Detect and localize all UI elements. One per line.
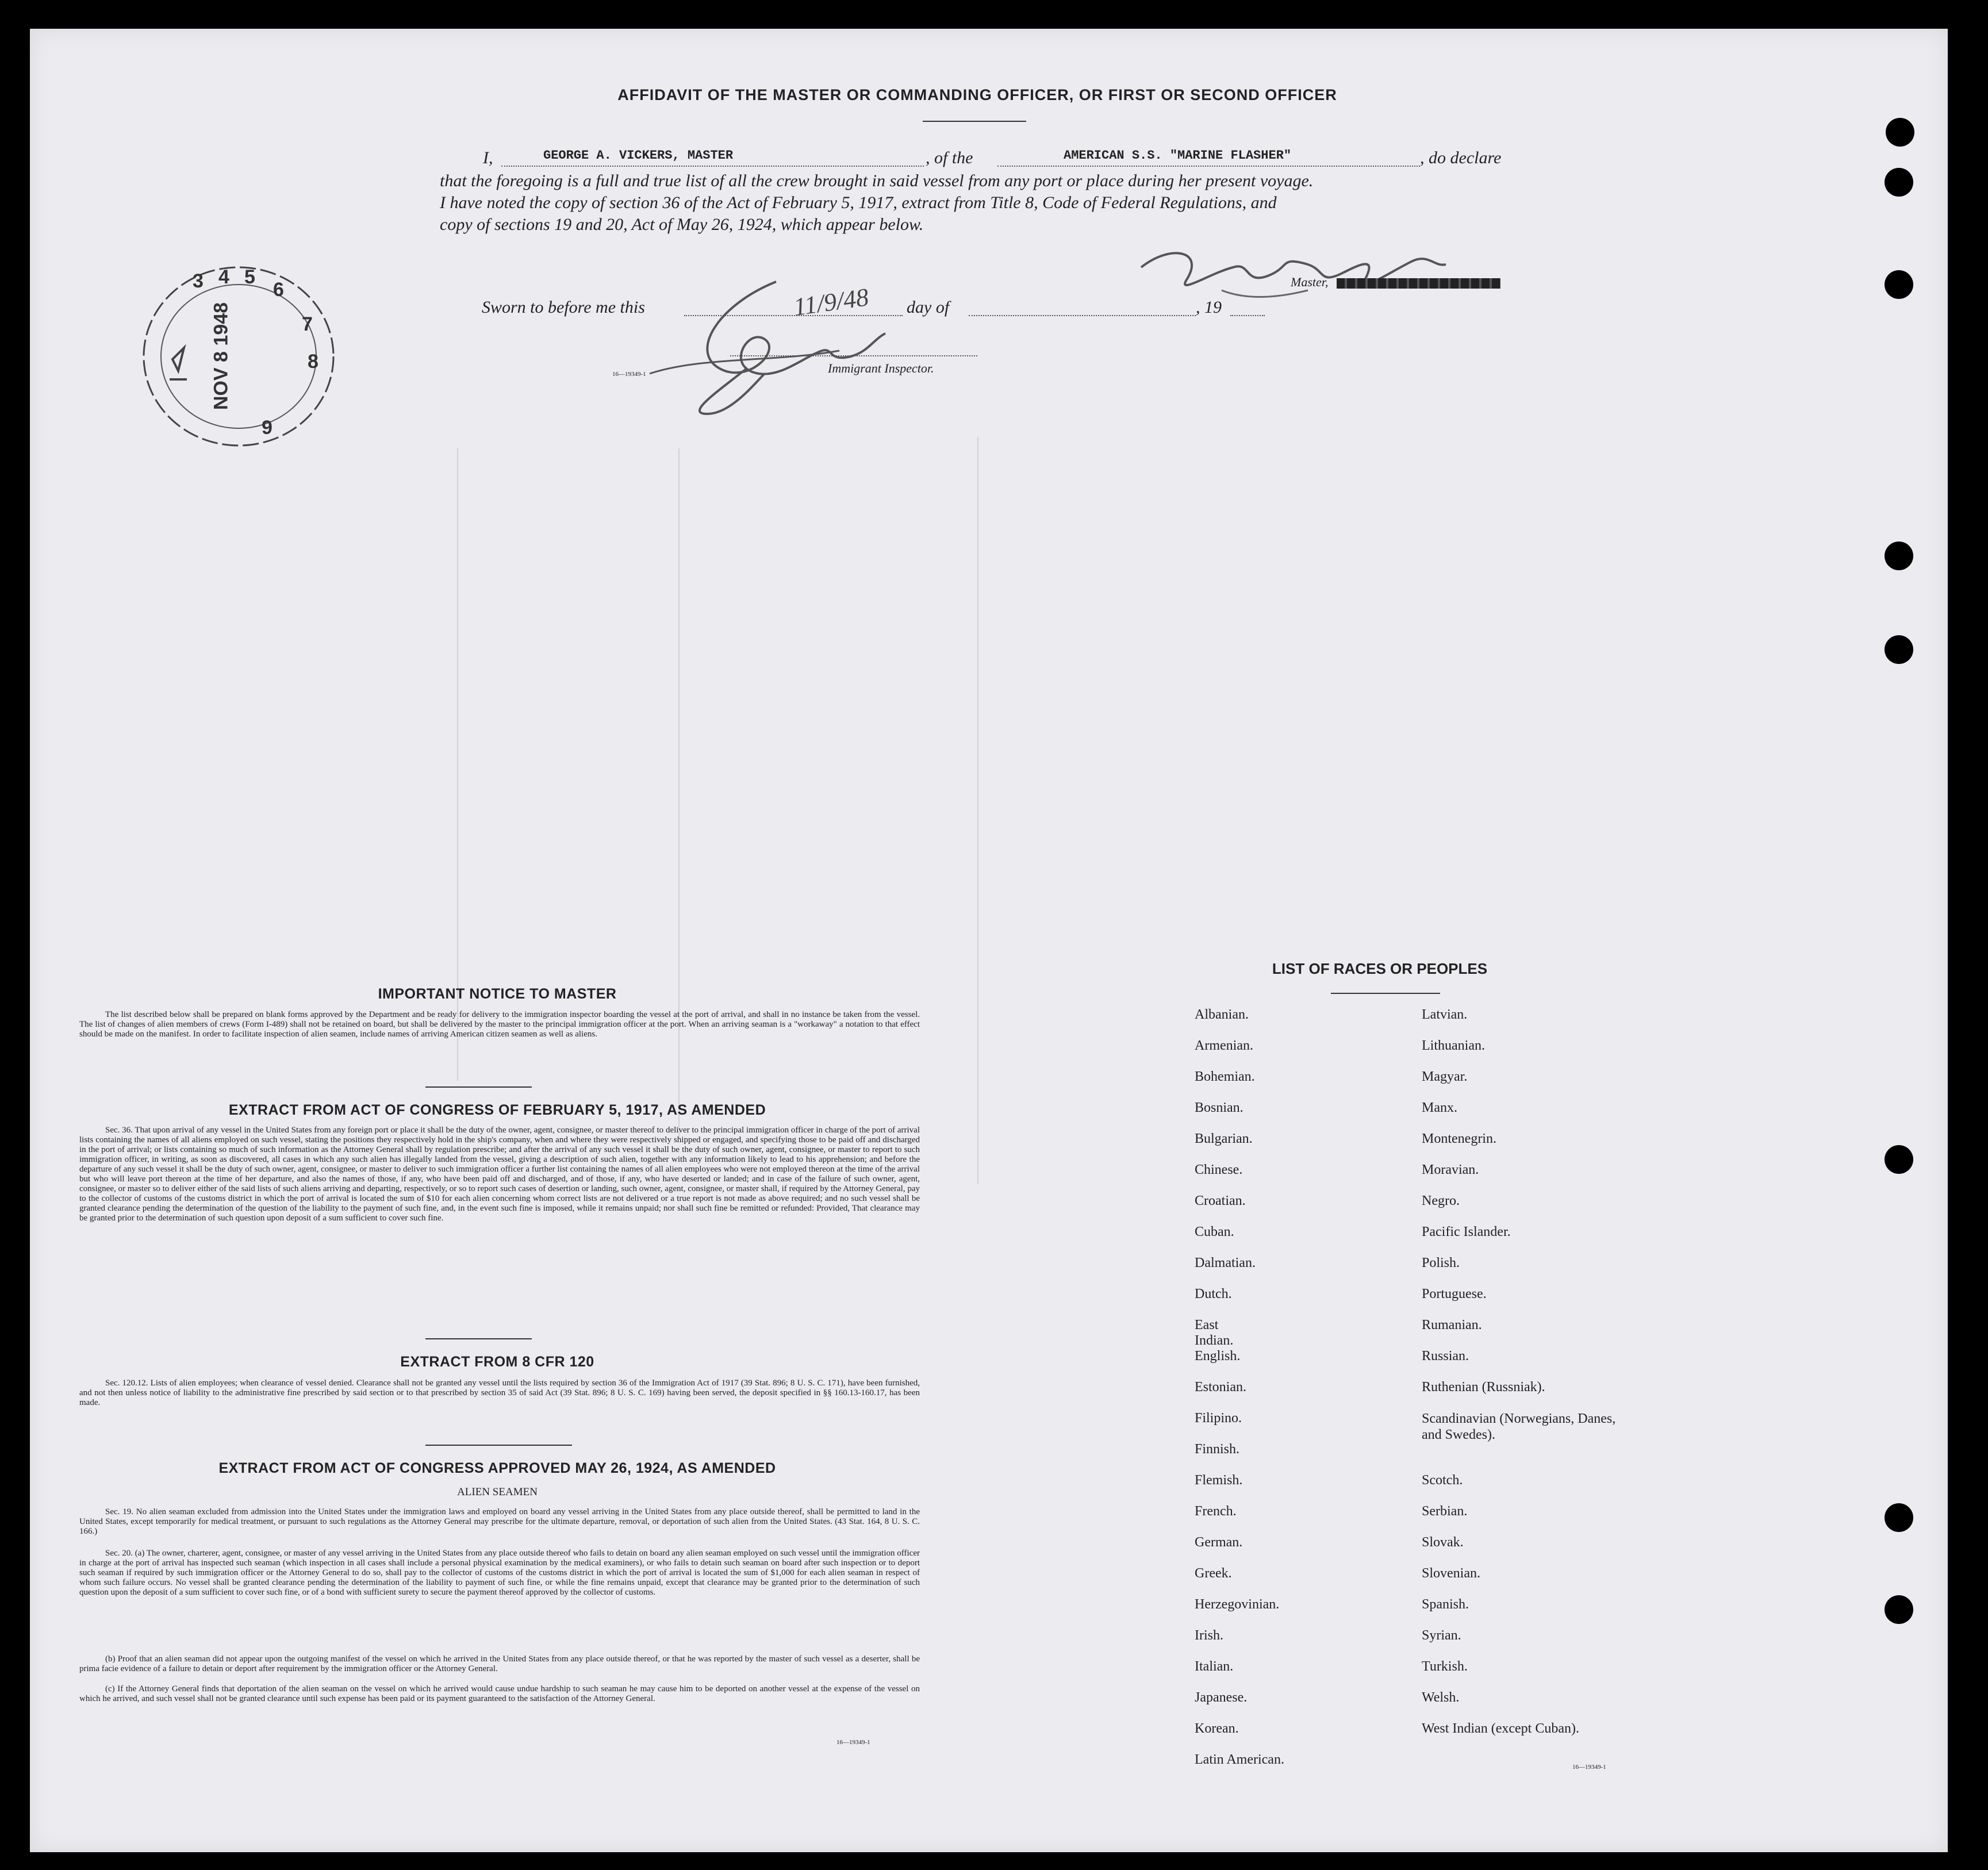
race-item: East Indian. <box>1195 1318 1234 1348</box>
extract-1924-subtitle: ALIEN SEAMEN <box>457 1486 538 1498</box>
race-item: Finnish. <box>1195 1442 1240 1457</box>
sworn-date: 11/9/48 <box>792 283 870 321</box>
race-item: Portuguese. <box>1422 1287 1487 1301</box>
redacted-title <box>1337 278 1500 289</box>
inspector-signature <box>632 270 897 420</box>
race-item: Syrian. <box>1422 1628 1461 1643</box>
affidavit-title: AFFIDAVIT OF THE MASTER OR COMMANDING OFFICER, OR FIRST OR SECOND OFFICER <box>617 86 1337 103</box>
race-item: Slovak. <box>1422 1535 1464 1550</box>
master-label: Master, <box>1291 275 1329 289</box>
race-item: Moravian. <box>1422 1162 1479 1177</box>
races-form-number: 16—19349-1 <box>1572 1764 1606 1771</box>
race-item: Japanese. <box>1195 1690 1248 1705</box>
race-item: Armenian. <box>1195 1038 1253 1053</box>
svg-text:5: 5 <box>244 266 255 288</box>
race-item: Pacific Islander. <box>1422 1224 1511 1239</box>
race-item: Chinese. <box>1195 1162 1243 1177</box>
section-divider <box>425 1445 572 1446</box>
race-item: Korean. <box>1195 1721 1239 1736</box>
extract-form-number: 16—19349-1 <box>836 1739 870 1746</box>
affidavit-body-line-1: that the foregoing is a full and true list of all the crew brought in said vessel from any port or place during her present voyage. <box>440 171 1314 190</box>
race-item: Bulgarian. <box>1195 1131 1253 1146</box>
race-item: Irish. <box>1195 1628 1223 1643</box>
race-item: Serbian. <box>1422 1504 1468 1519</box>
year-prefix-label: , 19 <box>1196 298 1222 317</box>
notice-text: The list described below shall be prepared on blank forms approved by the Department and be ready for delivery to the immigration inspector boarding the vessel at the port of arrival, and shall in no instance be taken from the vessel. The list of changes of alien members of crews (Form I-489) shall not be retained on board, but shall be delivered by the master to the principal immigration officer at the port. When an arriving seaman is a "workaway" a notation to that effect should be made on the manifest. In order to facilitate inspection of alien seamen, include names of arriving American citizen seamen as well as aliens. <box>79 1010 920 1039</box>
vessel-line <box>997 166 1420 167</box>
sworn-label: Sworn to before me this <box>482 298 645 317</box>
race-item: Magyar. <box>1422 1069 1468 1084</box>
race-item: Latvian. <box>1422 1007 1468 1022</box>
master-signature <box>1135 233 1457 308</box>
day-of-label: day of <box>907 298 950 317</box>
punch-hole <box>1885 270 1913 299</box>
extract-1917-title: EXTRACT FROM ACT OF CONGRESS OF FEBRUARY 5, 1917, AS AMENDED <box>228 1102 766 1118</box>
race-item: Italian. <box>1195 1659 1234 1674</box>
race-item: English. <box>1195 1349 1241 1364</box>
races-title: LIST OF RACES OR PEOPLES <box>1272 960 1488 977</box>
extract-1924-sec20b: (b) Proof that an alien seaman did not appear upon the outgoing manifest of the vessel on which he arrived in the United States from any place outside thereof, or that he was reported by the master of such vessel as a deserter, shall be prima facie evidence of a failure to detain or deport after requirement by the immigration officer or the Attorney General. <box>79 1654 920 1673</box>
svg-text:7: 7 <box>302 313 313 335</box>
races-divider <box>1331 993 1440 994</box>
title-divider <box>923 121 1026 122</box>
section-divider <box>425 1086 532 1088</box>
race-item: Herzegovinian. <box>1195 1597 1280 1612</box>
inspector-line <box>730 355 977 356</box>
extract-1924-sec20a: Sec. 20. (a) The owner, charterer, agent, consignee, or master of any vessel arriving in the United States from any place outside thereof who fails to detain on board any alien seaman employed on such vessel until the immigration officer in charge at the port of arrival has inspected such seaman (which inspection in all cases shall include a personal physical examination by the medical examiners), or who fails to detain such seaman on board after such inspection or to deport such seaman if required by such immigration officer or the Attorney General to do so, shall pay to the collector of customs of the customs district in which the port of arrival is located the sum of $1,000 for each alien seaman in respect of whom such failure occurs. No vessel shall be granted clearance pending the determination of the liability to payment of such fine, or while the fine remains unpaid, except that clearance may be granted prior to the determination of such question upon the deposit of a sum sufficient to cover such fine, or of a bond with sufficient surety to secure the payment thereof approved by the collector of customs. <box>79 1549 920 1597</box>
race-item: Montenegrin. <box>1422 1131 1496 1146</box>
race-item: Welsh. <box>1422 1690 1460 1705</box>
stamp-date: NOV 8 1948 <box>210 302 232 410</box>
race-item: Bohemian. <box>1195 1069 1255 1084</box>
race-item: Negro. <box>1422 1193 1460 1208</box>
race-item: Ruthenian (Russniak). <box>1422 1380 1545 1395</box>
do-declare-label: , do declare <box>1420 148 1502 167</box>
sworn-year-line <box>1230 315 1265 316</box>
svg-text:6: 6 <box>273 279 284 301</box>
punch-hole <box>1885 1595 1913 1624</box>
race-item: Bosnian. <box>1195 1100 1244 1115</box>
race-item: Croatian. <box>1195 1193 1246 1208</box>
sworn-month-line <box>969 315 1196 316</box>
punch-hole <box>1885 168 1913 197</box>
affidavit-i-label: I, <box>483 148 493 167</box>
extract-cfr-title: EXTRACT FROM 8 CFR 120 <box>400 1354 594 1370</box>
race-item: Scotch. <box>1422 1473 1463 1488</box>
extract-1924-title: EXTRACT FROM ACT OF CONGRESS APPROVED MAY 26, 1924, AS AMENDED <box>218 1460 776 1476</box>
extract-1917-text: Sec. 36. That upon arrival of any vessel in the United States from any foreign port or place it shall be the duty of the owner, agent, consignee, or master thereof to deliver to the principal immigration officer in charge of the port of arrival lists containing the names of all aliens employed on such vessel, stating the positions they respectively hold in the ship's company, when and where they were respectively shipped or engaged, and specifying those to be paid off and discharged in the port of arrival; or lists containing so much of such information as the Attorney General shall by regulation prescribe; and after the arrival of any such vessel it shall be the duty of such owner, agent, consignee, or master to report to such immigration officer, in writing, as soon as discovered, all cases in which any such alien has illegally landed from the vessel, giving a description of such alien, together with any information likely to lead to his apprehension; and before the departure of any such vessel it shall be the duty of such owner, agent, consignee, or master to deliver to such immigration officer a further list containing the names of all alien employees who were not employed thereon at the time of the arrival but who will leave port thereon at the time of her departure, and also the names of those, if any, who have been paid off and discharged, and of those, if any, who have deserted or landed; and in case of the failure of such owner, agent, consignee, or master so to deliver either of the said lists of such aliens arriving and departing, respectively, or so to report such cases of desertion or landing, such owner, agent, consignee, or master shall, if required by the Attorney General, pay to the collector of customs of the customs district in which the port of arrival is located the sum of $10 for each alien concerning whom correct lists are not delivered or a true report is not made as above required; and no such vessel shall be granted clearance pending the determination of the question of the liability to the payment of such fine, and, in the event such fine is imposed, while it remains unpaid; nor shall such fine be remitted or refunded: Provided, That clearance may be granted prior to the determination of such question upon deposit of a sum sufficient to cover such fine. <box>79 1126 920 1223</box>
race-item: French. <box>1195 1504 1237 1519</box>
punch-hole <box>1885 1503 1913 1532</box>
vessel-name: AMERICAN S.S. "MARINE FLASHER" <box>1064 148 1292 163</box>
punch-hole <box>1885 635 1913 664</box>
svg-text:4: 4 <box>218 266 229 288</box>
punch-hole <box>1885 1145 1913 1174</box>
section-divider <box>425 1338 532 1339</box>
race-item: Lithuanian. <box>1422 1038 1485 1053</box>
affidavit-form-number: 16—19349-1 <box>612 371 646 378</box>
race-item: Greek. <box>1195 1566 1232 1581</box>
race-item: Turkish. <box>1422 1659 1468 1674</box>
inspector-label: Immigrant Inspector. <box>828 361 934 375</box>
of-the-label: , of the <box>926 148 973 167</box>
extract-1924-sec20c: (c) If the Attorney General finds that deportation of the alien seaman on the vessel on which he arrived would cause undue hardship to such seaman he may cause him to be deported on another vessel at the expense of the vessel on which he arrived, and such vessel shall not be granted clearance until such expense has been paid or its payment guaranteed to the satisfaction of the Attorney General. <box>79 1684 920 1703</box>
race-item: Estonian. <box>1195 1380 1246 1395</box>
master-name: GEORGE A. VICKERS, MASTER <box>543 148 734 163</box>
affidavit-body-line-3: copy of sections 19 and 20, Act of May 26, 1924, which appear below. <box>440 215 924 234</box>
svg-text:9: 9 <box>262 417 273 439</box>
race-item: Spanish. <box>1422 1597 1469 1612</box>
race-item: Flemish. <box>1195 1473 1243 1488</box>
race-item: Dalmatian. <box>1195 1255 1256 1270</box>
race-item: Scandinavian (Norwegians, Danes, and Swedes). <box>1422 1411 1616 1442</box>
race-item: Albanian. <box>1195 1007 1249 1022</box>
race-item: Latin American. <box>1195 1752 1284 1767</box>
race-item: Russian. <box>1422 1349 1469 1364</box>
svg-text:3: 3 <box>193 270 204 292</box>
notice-title: IMPORTANT NOTICE TO MASTER <box>378 986 617 1002</box>
race-item: Slovenian. <box>1422 1566 1480 1581</box>
extract-1924-sec19: Sec. 19. No alien seaman excluded from admission into the United States under the immigration laws and employed on board any vessel arriving in the United States from any place outside thereof, shall be permitted to land in the United States, except temporarily for medical treatment, or pursuant to such regulations as the Attorney General may prescribe for the ultimate departure, removal, or deportation of such alien from the United States. (43 Stat. 164, 8 U. S. C. 166.) <box>79 1507 920 1536</box>
race-item: Polish. <box>1422 1255 1460 1270</box>
punch-hole <box>1886 118 1914 147</box>
race-item: German. <box>1195 1535 1243 1550</box>
fold-line <box>977 437 978 1184</box>
race-item: Manx. <box>1422 1100 1457 1115</box>
name-line <box>501 166 924 167</box>
affidavit-body-line-2: I have noted the copy of section 36 of the Act of February 5, 1917, extract from Title 8, Code of Federal Regulations, and <box>440 193 1277 212</box>
svg-text:8: 8 <box>308 351 318 373</box>
race-item: Filipino. <box>1195 1411 1242 1426</box>
race-item: Dutch. <box>1195 1287 1232 1301</box>
punch-hole <box>1885 542 1913 570</box>
race-item: Cuban. <box>1195 1224 1234 1239</box>
extract-cfr-text: Sec. 120.12. Lists of alien employees; when clearance of vessel denied. Clearance shall not be granted any vessel until the lists required by section 36 of the Immigration Act of 1917 (39 Stat. 896; 8 U. S. C. 171), have been furnished, and not then unless notice of liability to the administrative fine prescribed by said section or to that prescribed by section 35 of said Act (39 Stat. 896; 8 U. S. C. 169) having been served, the deposit specified in §§ 160.13-160.17, has been made. <box>79 1378 920 1407</box>
race-item: West Indian (except Cuban). <box>1422 1721 1579 1736</box>
date-stamp <box>138 262 339 451</box>
race-item: Rumanian. <box>1422 1318 1482 1333</box>
